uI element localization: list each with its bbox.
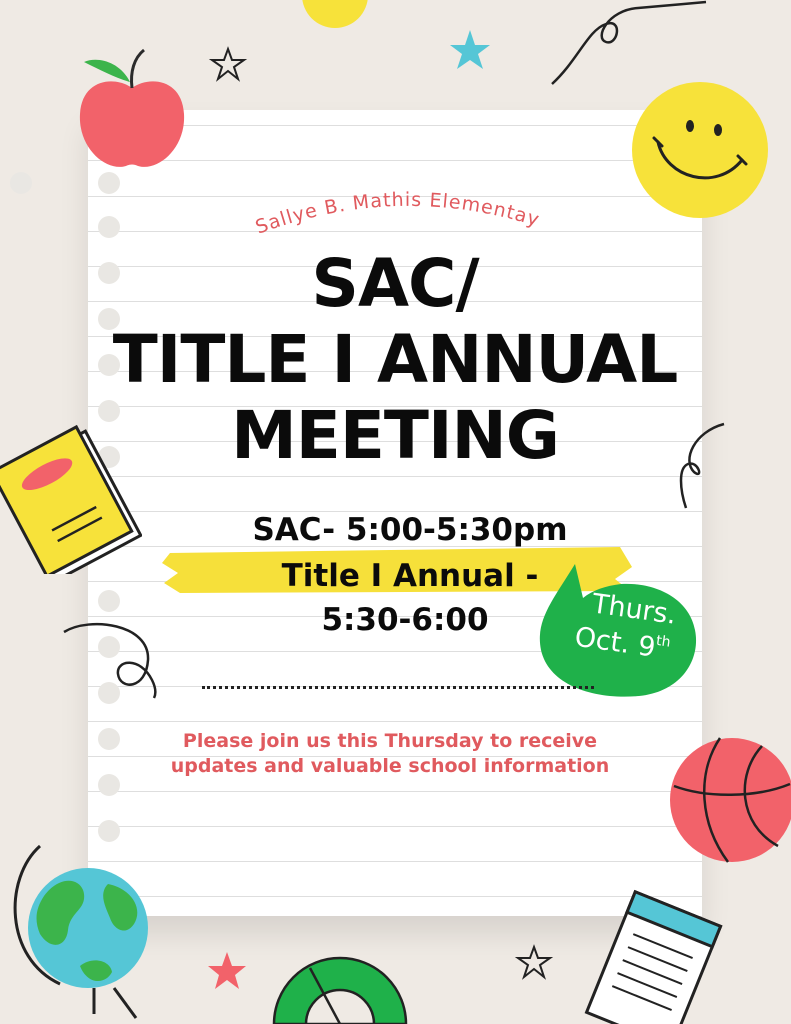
message-line-1: Please join us this Thursday to receive [182,730,598,752]
notepad-icon [578,888,728,1024]
bubble-day: Thurs. [590,588,679,631]
squiggle-right-decoration [674,420,734,512]
protractor-icon [270,948,410,1024]
school-name-text: Sallye B. Mathis Elementay [252,188,543,239]
star-icon [448,28,492,72]
date-bubble [535,560,703,702]
title-line-3: MEETING [231,397,559,474]
squiggle-left-decoration [60,618,160,700]
schedule-title1: Title I Annual - [281,558,539,594]
sun-circle-decoration [300,0,370,32]
squiggle-decoration [548,0,708,90]
schedule-sac: SAC- 5:00-5:30pm [252,512,568,548]
star-outline-bottom-icon [514,944,554,982]
smiley-icon [628,80,772,220]
basketball-icon [666,734,791,864]
bubble-date: Oct. 9 [572,621,658,664]
title-line-2: TITLE I ANNUAL [112,321,678,398]
title-line-1: SAC/ [311,245,479,322]
schedule-title1-time: 5:30-6:00 [321,602,489,638]
globe-icon [10,838,160,1024]
star-outline-icon [208,46,248,84]
school-name [238,182,558,242]
message-line-2: updates and valuable school information [170,755,610,777]
dotted-divider [202,686,594,689]
meeting-title [88,246,702,474]
book-icon [0,418,142,574]
bubble-suffix: th [655,632,672,651]
star-red-icon [206,950,248,992]
svg-text:Sallye B. Mathis Elementay [253,189,543,239]
apple-icon [76,48,188,176]
